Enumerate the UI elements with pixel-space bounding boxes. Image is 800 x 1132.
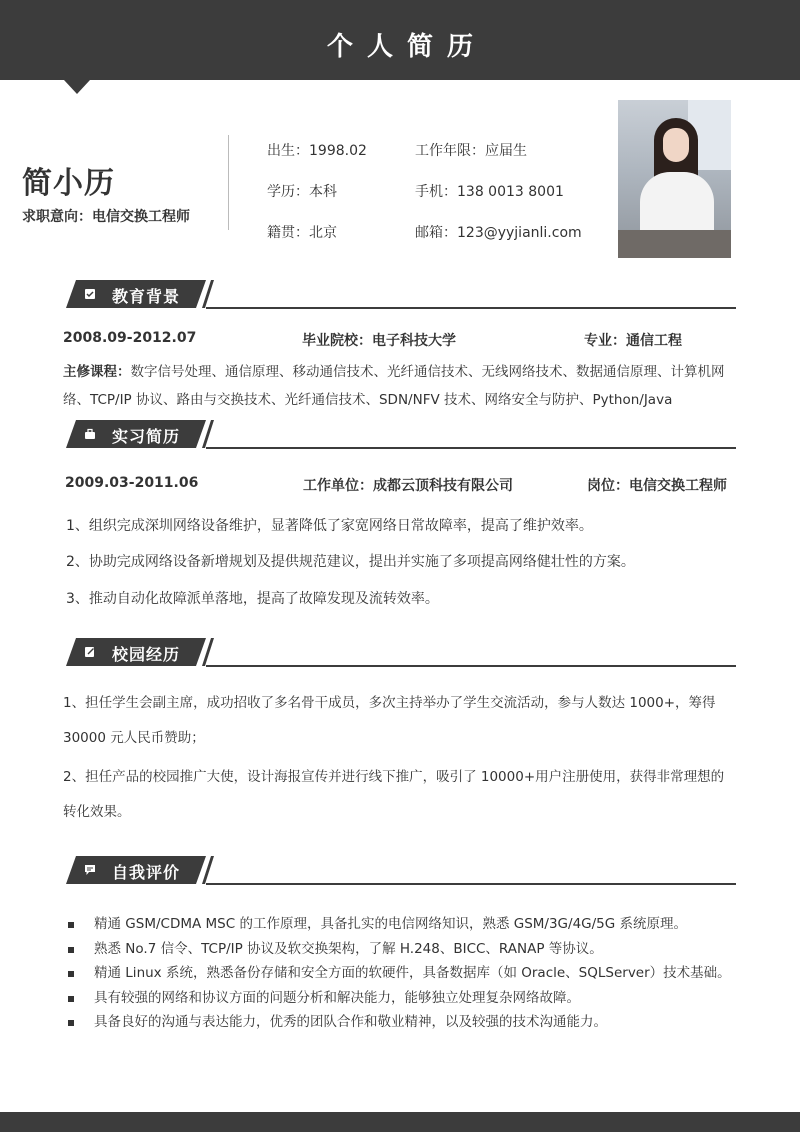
section-title-internship: 实习简历 [112, 427, 181, 446]
section-title-campus: 校园经历 [112, 645, 181, 664]
education-info: 学历：本科 [267, 184, 337, 200]
bullet-icon [68, 947, 74, 953]
section-header-campus [66, 638, 736, 668]
internship-item: 2、协助完成网络设备新增规划及提供规范建议，提出并实施了多项提高网络健壮性的方案。 [66, 554, 635, 570]
self-evaluation-list [66, 912, 746, 1035]
internship-item: 3、推动自动化故障派单落地，提高了故障发现及流转效率。 [66, 591, 439, 607]
education-period: 2008.09-2012.07 [63, 330, 197, 346]
education-major: 专业：通信工程 [584, 333, 682, 349]
bullet-icon [68, 922, 74, 928]
internship-item: 1、组织完成深圳网络设备维护，显著降低了家宽网络日常故障率，提高了维护效率。 [66, 518, 593, 534]
candidate-name: 简小历 [22, 166, 115, 201]
internship-period: 2009.03-2011.06 [65, 475, 199, 491]
list-item [66, 986, 746, 1011]
self-item-text: 熟悉 No.7 信令、TCP/IP 协议及软交换架构，了解 H.248、BICC、RANAP 等协议。 [94, 940, 603, 957]
footer-bar [0, 1112, 800, 1132]
experience-info: 工作年限：应届生 [415, 143, 527, 159]
education-school: 毕业院校：电子科技大学 [302, 333, 456, 349]
section-header-internship [66, 420, 736, 450]
self-item-text: 具有较强的网络和协议方面的问题分析和解决能力，能够独立处理复杂网络故障。 [94, 989, 580, 1006]
profile-photo [618, 100, 731, 258]
edit-icon [84, 646, 96, 658]
phone-info: 手机：138 0013 8001 [415, 184, 564, 200]
list-item [66, 937, 746, 962]
self-item-text: 精通 Linux 系统，熟悉备份存储和安全方面的软硬件，具备数据库（如 Oracle、SQLServer）技术基础。 [94, 965, 731, 981]
courses-label: 主修课程： [63, 364, 131, 380]
list-item [66, 1010, 746, 1035]
courses-list: 数字信号处理、通信原理、移动通信技术、光纤通信技术、无线网络技术、数据通信原理、计算机网络、TCP/IP 协议、路由与交换技术、光纤通信技术、SDN/NFV 技术、网络安全与防护、Python/Java [63, 364, 725, 408]
hometown-info: 籍贯：北京 [267, 225, 337, 241]
section-title-self: 自我评价 [112, 863, 181, 882]
briefcase-icon [84, 428, 96, 440]
bullet-icon [68, 971, 74, 977]
bullet-icon [68, 1020, 74, 1026]
job-intent: 求职意向：电信交换工程师 [22, 209, 190, 225]
self-item-text: 具备良好的沟通与表达能力，优秀的团队合作和敬业精神，以及较强的技术沟通能力。 [94, 1014, 607, 1030]
list-item [66, 912, 746, 937]
section-header-education [66, 280, 736, 310]
education-courses [63, 358, 733, 414]
self-item-text: 精通 GSM/CDMA MSC 的工作原理，具备扎实的电信网络知识，熟悉 GSM/3G/4G/5G 系统原理。 [94, 916, 688, 932]
header-notch [64, 80, 90, 94]
comment-icon [84, 864, 96, 876]
header-bar [0, 0, 800, 80]
certificate-icon [84, 288, 96, 300]
internship-company: 工作单位：成都云顶科技有限公司 [303, 478, 513, 494]
profile-divider [228, 135, 229, 230]
campus-item: 2、担任产品的校园推广大使，设计海报宣传并进行线下推广，吸引了 10000+用户注册使用，获得非常理想的转化效果。 [63, 769, 725, 820]
internship-position: 岗位：电信交换工程师 [587, 478, 727, 494]
list-item [66, 961, 746, 986]
campus-item: 1、担任学生会副主席，成功招收了多名骨干成员，多次主持举办了学生交流活动，参与人数达 1000+，筹得 30000 元人民币赞助； [63, 695, 716, 746]
section-header-self [66, 856, 736, 886]
bullet-icon [68, 996, 74, 1002]
page-title: 个人简历 [326, 32, 487, 62]
birth-info: 出生：1998.02 [267, 143, 367, 159]
email-info: 邮箱：123@yyjianli.com [415, 225, 582, 241]
section-title-education: 教育背景 [112, 287, 181, 306]
